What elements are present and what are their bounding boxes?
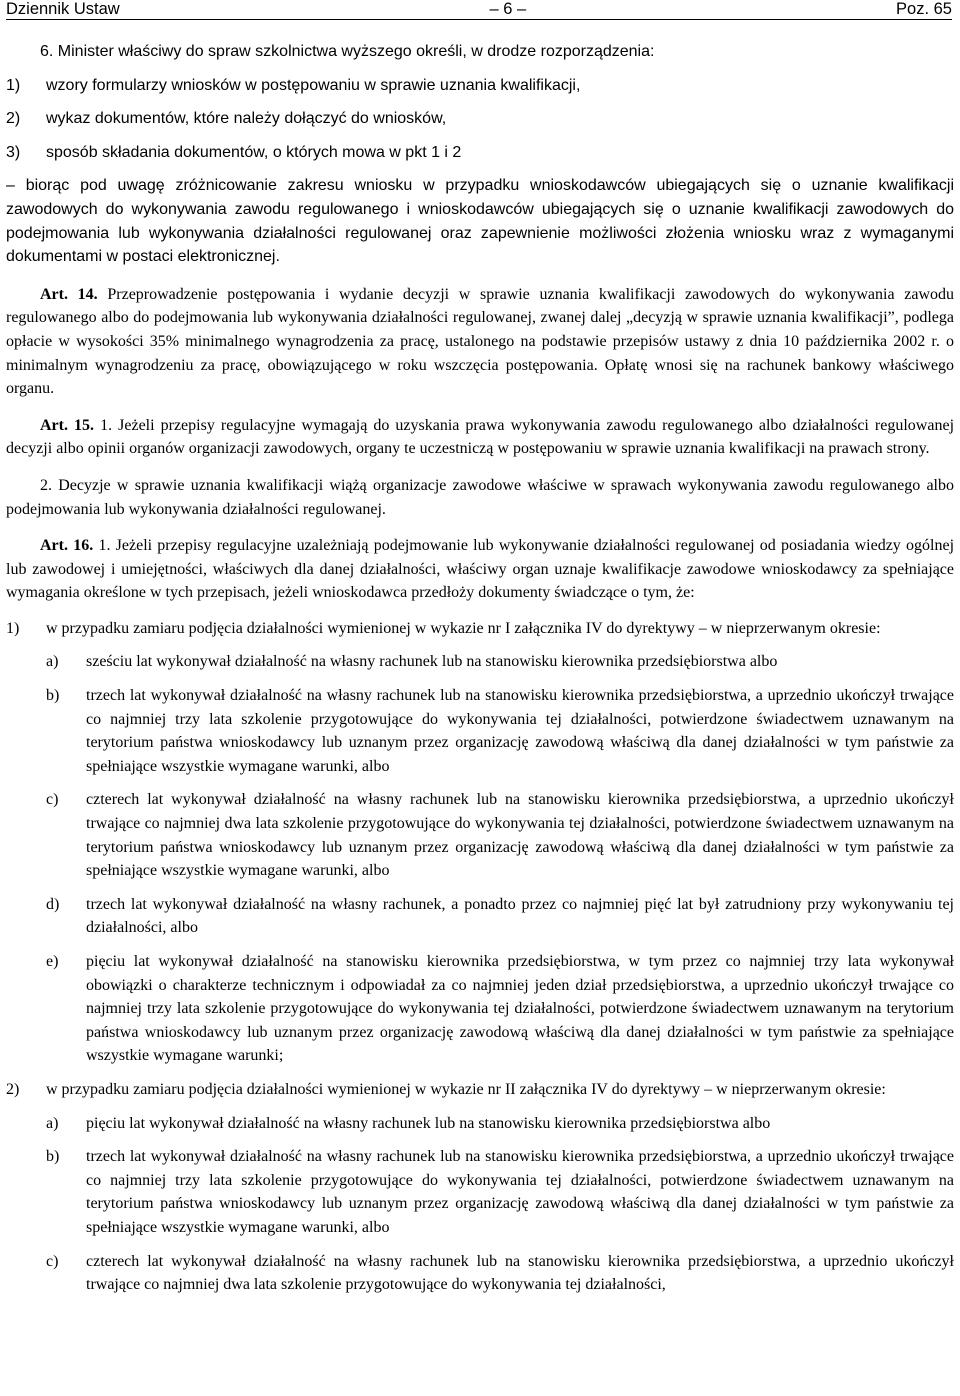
sub-marker: e): [46, 953, 59, 970]
sub-item: [46, 1145, 954, 1239]
sub-marker: a): [46, 653, 59, 671]
journal-name: Dziennik Ustaw: [6, 0, 120, 18]
sub-text: czterech lat wykonywał działalność na własny rachunek lub na stanowisku kierownika przedsiębiorstwa, a uprzednio ukończył trwające co najmniej dwa lata szkolenie przygotowujące do wykonywania tej działalności,: [86, 1252, 954, 1294]
sub-item: [46, 893, 954, 940]
article-label: Art. 16.: [40, 537, 94, 555]
sub-marker: d): [46, 895, 60, 913]
list-text: w przypadku zamiaru podjęcia działalności wymienionej w wykazie nr I załącznika IV do dyrektywy – w nieprzerwanym okresie:: [46, 619, 881, 637]
list-text: wzory formularzy wniosków w postępowaniu w sprawie uznania kwalifikacji,: [46, 76, 581, 94]
document-body: [6, 40, 954, 1307]
art15-paragraph-2: 2. Decyzje w sprawie uznania kwalifikacji wiążą organizacje zawodowe właściwe w sprawach wykonywania zawodu regulowanego albo podejmowania lub wykonywania działalności regulowanej.: [6, 476, 954, 518]
sub-item: [46, 950, 954, 1068]
list-item: [6, 107, 954, 131]
sub-text: trzech lat wykonywał działalność na własny rachunek, a ponadto przez co najmniej pięć lat był zatrudniony przy wykonywaniu tej działalności, albo: [86, 895, 954, 937]
page-header: [6, 0, 952, 21]
list-marker: 1): [6, 619, 20, 637]
art14-paragraph: [6, 283, 954, 401]
art15-paragraph-1: [6, 414, 954, 461]
sub-item: [46, 650, 954, 674]
sub-marker: c): [46, 1252, 59, 1270]
list-text: w przypadku zamiaru podjęcia działalności wymienionej w wykazie nr II załącznika IV do dyrektywy – w nieprzerwanym okresie:: [46, 1080, 886, 1098]
list-text: wykaz dokumentów, które należy dołączyć do wniosków,: [46, 110, 447, 128]
art13-closing: – biorąc pod uwagę zróżnicowanie zakresu wniosku w przypadku wnioskodawców ubiegających się o uznanie kwalifikacji zawodowych do wykonywania zawodu regulowanego i wnioskodawców ubiegających się o uznanie kwalifikacji zawodowych do podejmowania lub wykonywania działalności regulowanej oraz zapewnienie możliwości złożenia wniosku wraz z wymaganymi dokumentami w postaci elektronicznej.: [6, 177, 954, 266]
sub-marker: c): [46, 791, 59, 809]
header-rule: [6, 19, 952, 20]
sub-marker: a): [46, 1114, 59, 1132]
article-label: Art. 15.: [40, 416, 95, 434]
art16-paragraph-1: [6, 534, 954, 605]
sub-item: [46, 684, 954, 778]
sub-marker: b): [46, 687, 60, 705]
sub-text: pięciu lat wykonywał działalność na własny rachunek lub na stanowisku kierownika przedsiębiorstwa albo: [86, 1114, 771, 1132]
art16-point-1: [6, 617, 954, 641]
art13-section: [6, 40, 954, 269]
list-marker: 2): [6, 1080, 20, 1098]
sub-text: trzech lat wykonywał działalność na własny rachunek lub na stanowisku kierownika przedsiębiorstwa, a uprzednio ukończył trwające co najmniej trzy lata szkolenie przygotowujące do wykonywania tej działalności, potwierdzone świadectwem uznawanym na terytorium państwa wnioskodawcy lub uznanym przez organizację zawodową właściwą dla danej działalności w tym państwie za spełniające wszystkie wymagane warunki, albo: [86, 1148, 954, 1236]
art16-point-2: [6, 1078, 954, 1102]
article-text: 1. Jeżeli przepisy regulacyjne uzależniają podejmowanie lub wykonywanie działalności regulowanej od posiadania wiedzy ogólnej lub zawodowej i umiejętności, właściwych dla danej działalności, właściwy organ uznaje kwalifikacje zawodowe wnioskodawcy za spełniające wymagania określone w tych przepisach, jeżeli wnioskodawca przedłoży dokumenty świadczące o tym, że:: [6, 537, 955, 602]
article-label: Art. 14.: [40, 285, 98, 303]
sub-text: sześciu lat wykonywał działalność na własny rachunek lub na stanowisku kierownika przedsiębiorstwa albo: [86, 653, 778, 671]
position-number: Poz. 65: [896, 0, 952, 18]
sub-text: trzech lat wykonywał działalność na własny rachunek lub na stanowisku kierownika przedsiębiorstwa, a uprzednio ukończył trwające co najmniej trzy lata szkolenie przygotowujące do wykonywania tej działalności, potwierdzone świadectwem uznawanym na terytorium państwa wnioskodawcy lub uznanym przez organizację zawodową właściwą dla danej działalności w tym państwie za spełniające wszystkie wymagane warunki, albo: [86, 687, 954, 775]
sub-item: [46, 788, 954, 882]
list-item: [6, 74, 954, 98]
sub-marker: b): [46, 1148, 60, 1166]
list-marker: 3): [6, 143, 21, 161]
sub-text: pięciu lat wykonywał działalność na stanowisku kierownika przedsiębiorstwa, w tym przez co najmniej trzy lata wykonywał obowiązki o charakterze technicznym i odpowiadał za co najmniej jeden dział przedsiębiorstwa, a uprzednio ukończył trwające co najmniej trzy lata szkolenie przygotowujące do wykonywania tej działalności, potwierdzone świadectwem uznawanym na terytorium państwa wnioskodawcy lub uznanym przez organizację zawodową właściwą dla danej działalności w tym państwie za spełniające wszystkie wymagane warunki;: [86, 953, 954, 1065]
article-text: 1. Jeżeli przepisy regulacyjne wymagają do uzyskania prawa wykonywania zawodu regulowanego albo działalności regulowanej decyzji albo opinii organów organizacji zawodowych, organy te uczestniczą w postępowaniu w sprawie uznania kwalifikacji na prawach strony.: [6, 416, 955, 458]
list-text: sposób składania dokumentów, o których mowa w pkt 1 i 2: [46, 143, 462, 161]
sub-item: [46, 1112, 954, 1136]
page-number: – 6 –: [489, 0, 527, 18]
list-marker: 1): [6, 76, 21, 94]
art13-intro: 6. Minister właściwy do spraw szkolnictwa wyższego określi, w drodze rozporządzenia:: [40, 43, 655, 60]
article-text: Przeprowadzenie postępowania i wydanie decyzji w sprawie uznania kwalifikacji zawodowych do wykonywania zawodu regulowanego albo do podejmowania lub wykonywania działalności regulowanej, zwanej dalej „decyzją w sprawie uznania kwalifikacji”, podlega opłacie w wysokości 35% minimalnego wynagrodzenia za pracę, ustalonego na podstawie przepisów ustawy z dnia 10 października 2002 r. o minimalnym wynagrodzeniu za pracę, obowiązującego w roku wszczęcia postępowania. Opłatę wnosi się na rachunek bankowy właściwego organu.: [6, 285, 954, 398]
sub-text: czterech lat wykonywał działalność na własny rachunek lub na stanowisku kierownika przedsiębiorstwa, a uprzednio ukończył trwające co najmniej dwa lata szkolenie przygotowujące do wykonywania tej działalności, potwierdzone świadectwem uznawanym na terytorium państwa wnioskodawcy lub uznanym przez organizację zawodową właściwą dla danej działalności w tym państwie za spełniające wszystkie wymagane warunki, albo: [86, 791, 954, 880]
list-item: [6, 141, 954, 165]
list-marker: 2): [6, 110, 21, 128]
sub-item: [46, 1250, 954, 1297]
